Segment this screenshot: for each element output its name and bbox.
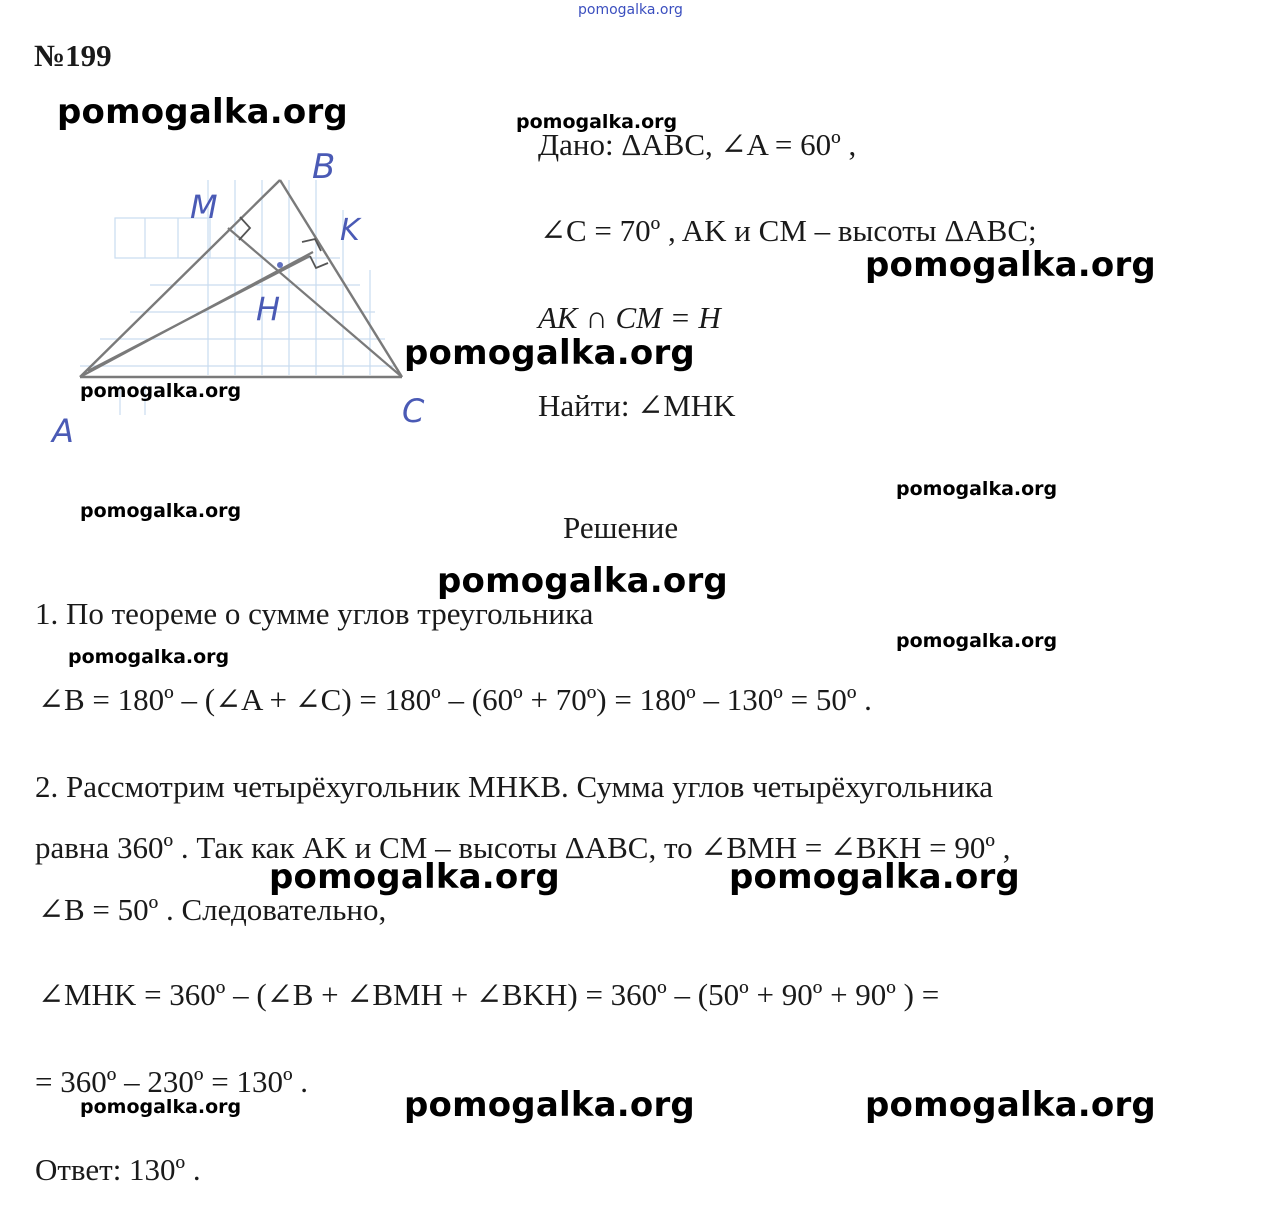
given-line-2: ∠C = 70º , AK и CM – высоты ΔABC;	[540, 213, 1037, 248]
point-h	[277, 262, 283, 268]
watermark-small: pomogalka.org	[896, 478, 1058, 500]
given-line-1: Дано: ΔABC, ∠A = 60º ,	[538, 127, 857, 162]
step2-line-1: 2. Рассмотрим четырёхугольник MHKB. Сумма углов четырёхугольника	[35, 769, 994, 804]
watermark-small: pomogalka.org	[516, 111, 678, 133]
step2-line-2: равна 360º . Так как AK и CM – высоты ΔABC, то ∠BMH = ∠BKH = 90º ,	[35, 830, 1011, 865]
label-m: M	[190, 188, 218, 226]
problem-number: №199	[34, 38, 112, 73]
watermark-small: pomogalka.org	[80, 380, 242, 402]
watermark: pomogalka.org	[729, 857, 1020, 897]
step2-line-3: ∠B = 50º . Следовательно,	[38, 892, 387, 927]
watermark-small: pomogalka.org	[80, 1096, 242, 1118]
watermark-small: pomogalka.org	[896, 630, 1058, 652]
step2-formula-1: ∠MHK = 360º – (∠B + ∠BMH + ∠BKH) = 360º – (50º + 90º + 90º ) =	[38, 977, 940, 1012]
label-h: H	[256, 290, 281, 328]
label-k: K	[340, 213, 360, 248]
step1-text: 1. По теореме о сумме углов треугольника	[35, 596, 594, 631]
watermark: pomogalka.org	[865, 1085, 1156, 1125]
watermark: pomogalka.org	[404, 333, 695, 373]
triangle-abc	[80, 180, 402, 377]
label-c: C	[402, 392, 425, 430]
triangle-figure	[40, 130, 440, 460]
top-watermark: pomogalka.org	[578, 2, 683, 18]
answer-line: Ответ: 130º .	[35, 1152, 201, 1187]
watermark: pomogalka.org	[865, 245, 1156, 285]
watermark: pomogalka.org	[269, 857, 560, 897]
label-b: B	[312, 147, 336, 187]
solution-heading: Решение	[563, 510, 679, 545]
watermark: pomogalka.org	[57, 92, 348, 132]
step2-formula-2: = 360º – 230º = 130º .	[35, 1064, 309, 1099]
step1-formula: ∠B = 180º – (∠A + ∠C) = 180º – (60º + 70º) = 180º – 130º = 50º .	[38, 682, 872, 717]
label-a: A	[52, 412, 74, 450]
right-angle-marks	[239, 217, 328, 268]
watermark: pomogalka.org	[404, 1085, 695, 1125]
find-line: Найти: ∠MHK	[538, 388, 736, 423]
altitudes	[80, 228, 402, 377]
given-line-3: AK ∩ CM = H	[538, 300, 721, 335]
watermark-small: pomogalka.org	[68, 646, 230, 668]
watermark: pomogalka.org	[437, 561, 728, 601]
watermark-small: pomogalka.org	[80, 500, 242, 522]
